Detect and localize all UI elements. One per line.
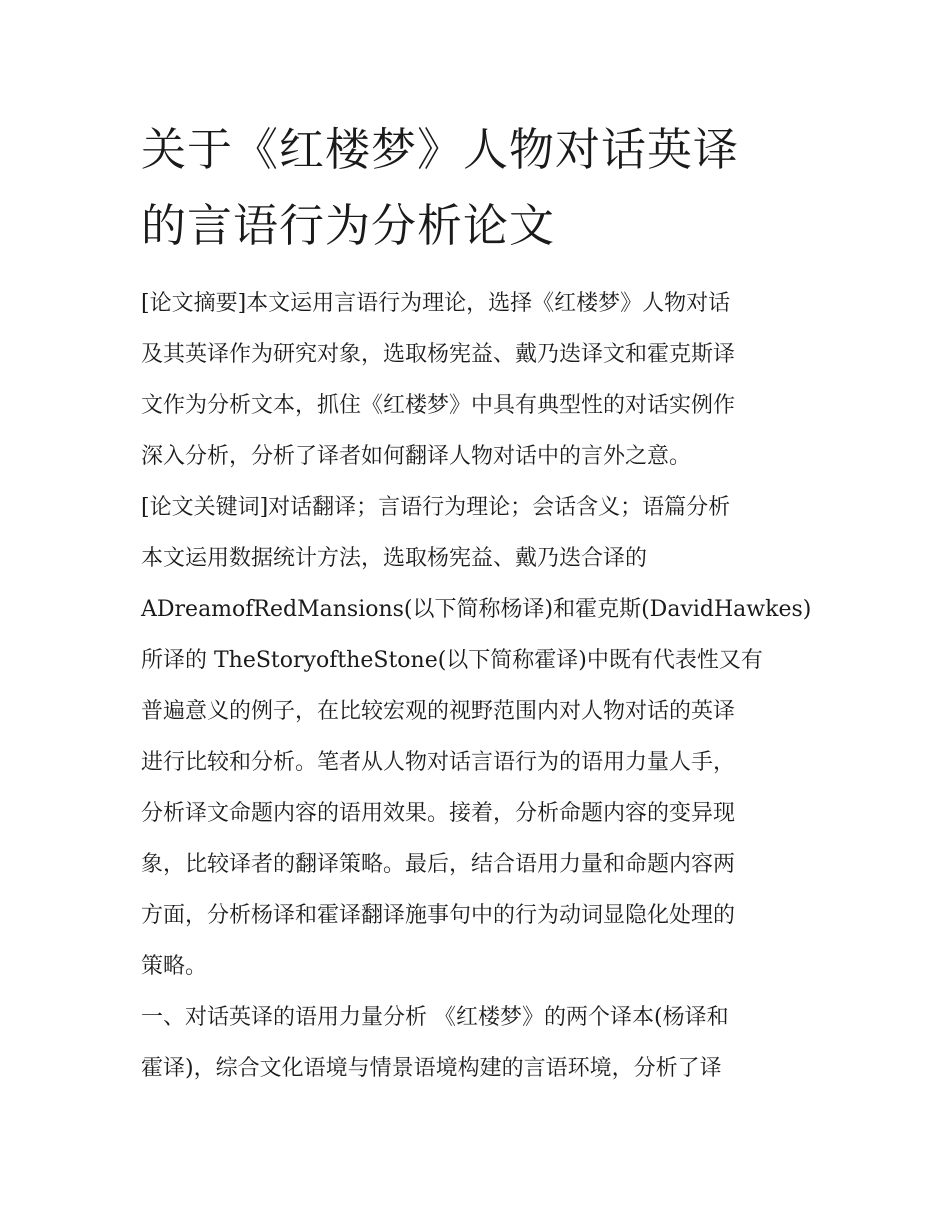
text-line: 深入分析，分析了译者如何翻译人物对话中的言外之意。 [141,444,692,469]
text-line: 策略。 [141,954,208,979]
text-line: [论文摘要]本文运用言语行为理论，选择《红楼梦》人物对话 [141,291,731,316]
text-line: 所译的 TheStoryoftheStone(以下简称霍译)中既有代表性又有 [141,648,763,673]
text-line: 一、对话英译的语用力量分析 《红楼梦》的两个译本(杨译和 [141,1005,729,1030]
title-line: 关于《红楼梦》人物对话英译 [141,123,740,176]
text-line: 本文运用数据统计方法，选取杨宪益、戴乃迭合译的 [141,546,648,571]
keywords-paragraph [141,482,813,992]
text-line: 霍译)，综合文化语境与情景语境构建的言语环境，分析了译 [141,1056,722,1081]
text-line: 进行比较和分析。笔者从人物对话言语行为的语用力量人手， [141,750,736,775]
document-page [141,112,813,1094]
text-line: 象，比较译者的翻译策略。最后，结合语用力量和命题内容两 [141,852,736,877]
text-line: ADreamofRedMansions(以下简称杨译)和霍克斯(DavidHawkes) [141,597,812,622]
text-line: 及其英译作为研究对象，选取杨宪益、戴乃迭译文和霍克斯译 [141,342,736,367]
title-line: 的言语行为分析论文 [141,199,556,252]
text-line: 分析译文命题内容的语用效果。接着，分析命题内容的变异现 [141,801,736,826]
abstract-paragraph [141,278,813,482]
text-line: 文作为分析文本，抓住《红楼梦》中具有典型性的对话实例作 [141,393,736,418]
section-one-paragraph [141,992,813,1094]
text-line: 方面，分析杨译和霍译翻译施事句中的行为动词显隐化处理的 [141,903,736,928]
text-line: [论文关键词]对话翻译；言语行为理论；会话含义；语篇分析 [141,495,731,520]
document-title [141,112,813,264]
text-line: 普遍意义的例子，在比较宏观的视野范围内对人物对话的英译 [141,699,736,724]
